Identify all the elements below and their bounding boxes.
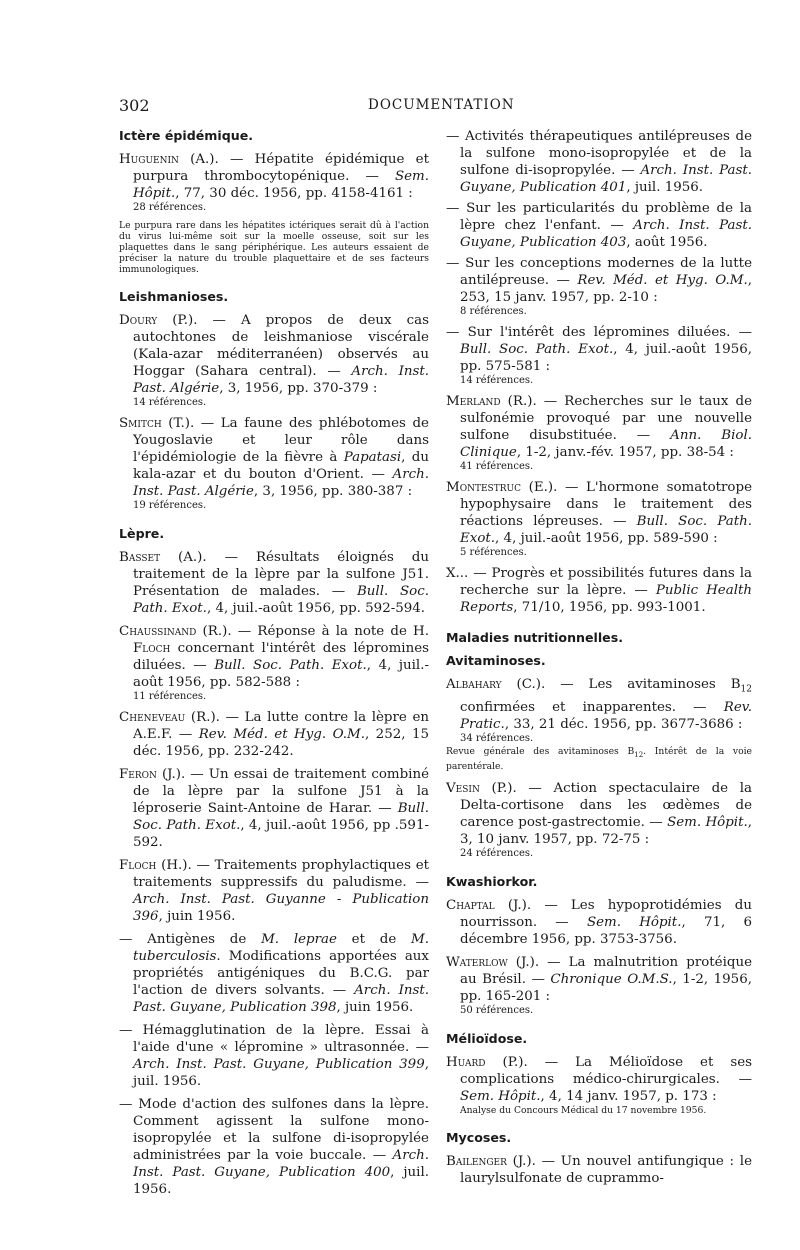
reference-feron: Feron (J.). — Un essai de traitement combiné de la lèpre par la sulfone J51 à la léproserie Saint-Antoine de Harar. — Bull. Soc. Path. Exot., 4, juil.-août 1956, pp .591-592. bbox=[119, 767, 429, 850]
reference-chaptal: Chaptal (J.). — Les hypoprotidémies du nourrisson. — Sem. Hôpit., 71, 6 décembre 1956, pp. 3753-3756. bbox=[446, 897, 752, 947]
page-number: 302 bbox=[119, 96, 150, 115]
section-heading-lepre: Lèpre. bbox=[119, 526, 165, 541]
reference-floch-2: — Antigènes de M. leprae et de M. tuberculosis. Modifications apportées aux propriétés antigéniques du B.C.G. par l'action de divers solvants. — Arch. Inst. Past. Guyane, Publication 398, juin 1956. bbox=[119, 932, 430, 1015]
reference-floch-6: — Sur les particularités du problème de la lèpre chez l'enfant. — Arch. Inst. Past. Guyane, Publication 403, août 1956. bbox=[446, 201, 752, 250]
reference-cheneveau: Cheneveau (R.). — La lutte contre la lèpre en A.E.F. — Rev. Méd. et Hyg. O.M., 252, 15 déc. 1956, pp. 232-242. bbox=[119, 710, 429, 759]
reference-abstract: Le purpura rare dans les hépatites ictériques serait dû à l'action du virus lui-même soit sur la moelle osseuse, soit sur les plaquettes dans le sang périphérique. Les auteurs essaient de préciser la nature du trouble plaquettaire et de ses facteurs immunologiques. bbox=[119, 220, 429, 275]
section-heading-kwashiorkor: Kwashiorkor. bbox=[446, 873, 538, 889]
reference-floch-8: — Sur l'intérêt des lépromines diluées. — Bull. Soc. Path. Exot., 4, juil.-août 1956, pp. 575-581 : bbox=[446, 325, 752, 374]
reference-waterlow: Waterlow (J.). — La malnutrition protéique au Brésil. — Chronique O.M.S., 1-2, 1956, pp. 165-201 : bbox=[446, 954, 752, 1004]
reference-note: 11 références. bbox=[133, 691, 207, 702]
reference-abstract: Revue générale des avitaminoses $B_{12}$. Intérêt de la voie parentérale. bbox=[446, 745, 752, 772]
reference-note: 50 références. bbox=[460, 1004, 534, 1016]
reference-note: 14 références. bbox=[133, 397, 207, 408]
reference-note: 24 références. bbox=[460, 847, 534, 859]
reference-doury: Doury (P.). — A propos de deux cas autochtones de leishmaniose viscérale (Kala-azar méditerranéen) observés au Hoggar (Sahara central). — Arch. Inst. Past. Algérie, 3, 1956, pp. 370-379 : bbox=[119, 313, 429, 396]
reference-huguenin: Huguenin (A.). — Hépatite épidémique et purpura thrombocytopénique. — Sem. Hôpit., 77, 30 déc. 1956, pp. 4158-4161 : bbox=[119, 152, 429, 201]
reference-albahary: Albahary (C.). — Les avitaminoses $B_{12}$ confirmées et inapparentes. — Rev. Pratic., 33, 21 déc. 1956, pp. 3677-3686 : bbox=[446, 677, 752, 732]
reference-note: 5 références. bbox=[460, 547, 527, 558]
reference-vesin: Vesin (P.). — Action spectaculaire de la Delta-cortisone dans les œdèmes de carence post-gastrectomie. — Sem. Hôpit., 3, 10 janv. 1957, pp. 72-75 : bbox=[446, 780, 752, 847]
section-heading-melioidose: Mélioïdose. bbox=[446, 1030, 528, 1046]
reference-note: 41 références. bbox=[460, 461, 534, 472]
reference-note: 19 références. bbox=[133, 500, 207, 511]
reference-note: 34 références. bbox=[460, 732, 534, 744]
reference-floch-7: — Sur les conceptions modernes de la lutte antilépreuse. — Rev. Méd. et Hyg. O.M., 253, 15 janv. 1957, pp. 2-10 : bbox=[446, 256, 752, 305]
reference-merland: Merland (R.). — Recherches sur le taux de sulfonémie provoqué par une nouvelle sulfone disubstituée. — Ann. Biol. Clinique, 1-2, janv.-fév. 1957, pp. 38-54 : bbox=[446, 394, 753, 460]
reference-montestruc: Montestruc (E.). — L'hormone somatotrope hypophysaire dans le traitement des réactions lépreuses. — Bull. Soc. Path. Exot., 4, juil.-août 1956, pp. 589-590 : bbox=[446, 480, 752, 546]
reference-note: 8 références. bbox=[460, 306, 527, 317]
right-column bbox=[446, 128, 752, 1187]
reference-floch-4: — Mode d'action des sulfones dans la lèpre. Comment agissent la sulfone mono-isopropylée et la sulfone di-isopropylée administrées par la voie buccale. — Arch. Inst. Past. Guyane, Publication 400, juil. 1956. bbox=[119, 1097, 429, 1197]
reference-note: 28 références. bbox=[133, 202, 207, 213]
reference-floch-1: Floch (H.). — Traitements prophylactiques et traitements suppressifs du paludisme. — Arch. Inst. Past. Guyanne - Publication 396, juin 1956. bbox=[119, 858, 430, 924]
reference-basset: Basset (A.). — Résultats éloignés du traitement de la lèpre par la sulfone J51. Présentation de malades. — Bull. Soc. Path. Exot., 4, juil.-août 1956, pp. 592-594. bbox=[119, 550, 429, 616]
section-heading-ictere: Ictère épidémique. bbox=[119, 128, 254, 143]
reference-abstract: Analyse du Concours Médical du 17 novembre 1956. bbox=[460, 1104, 707, 1116]
reference-floch-3: — Hémagglutination de la lèpre. Essai à l'aide d'une « lépromine » ultrasonnée. — Arch. Inst. Past. Guyane, Publication 399, juil. 1956. bbox=[119, 1023, 429, 1089]
left-column bbox=[119, 128, 429, 1198]
section-heading-leishmanioses: Leishmanioses. bbox=[119, 289, 229, 304]
running-title: DOCUMENTATION bbox=[368, 97, 515, 113]
section-heading-mycoses: Mycoses. bbox=[446, 1129, 512, 1145]
reference-chaussinand: Chaussinand (R.). — Réponse à la note de H. Floch concernant l'intérêt des lépromines diluées. — Bull. Soc. Path. Exot., 4, juil.-août 1956, pp. 582-588 : bbox=[119, 624, 429, 690]
reference-floch-5: — Activités thérapeutiques antilépreuses de la sulfone mono-isopropylée et de la sulfone di-isopropylée. — Arch. Inst. Past. Guyane, Publication 401, juil. 1956. bbox=[446, 129, 752, 195]
section-heading-maladies-nutritionnelles: Maladies nutritionnelles. bbox=[446, 630, 623, 645]
reference-smitch: Smitch (T.). — La faune des phlébotomes de Yougoslavie et leur rôle dans l'épidémiologie de la fièvre à Papatasi, du kala-azar et du bouton d'Orient. — Arch. Inst. Past. Algérie, 3, 1956, pp. 380-387 : bbox=[119, 416, 429, 499]
reference-anonymous: X... — Progrès et possibilités futures dans la recherche sur la lèpre. — Public Health Reports, 71/10, 1956, pp. 993-1001. bbox=[446, 566, 752, 615]
reference-bailenger: Bailenger (J.). — Un nouvel antifungique : le laurylsulfonate de cuprammo- bbox=[446, 1153, 752, 1186]
section-heading-avitaminoses: Avitaminoses. bbox=[446, 653, 546, 668]
reference-note: 14 références. bbox=[460, 375, 534, 386]
reference-huard: Huard (P.). — La Mélioïdose et ses complications médico-chirurgicales. — Sem. Hôpit., 4, 14 janv. 1957, p. 173 : bbox=[446, 1054, 752, 1104]
